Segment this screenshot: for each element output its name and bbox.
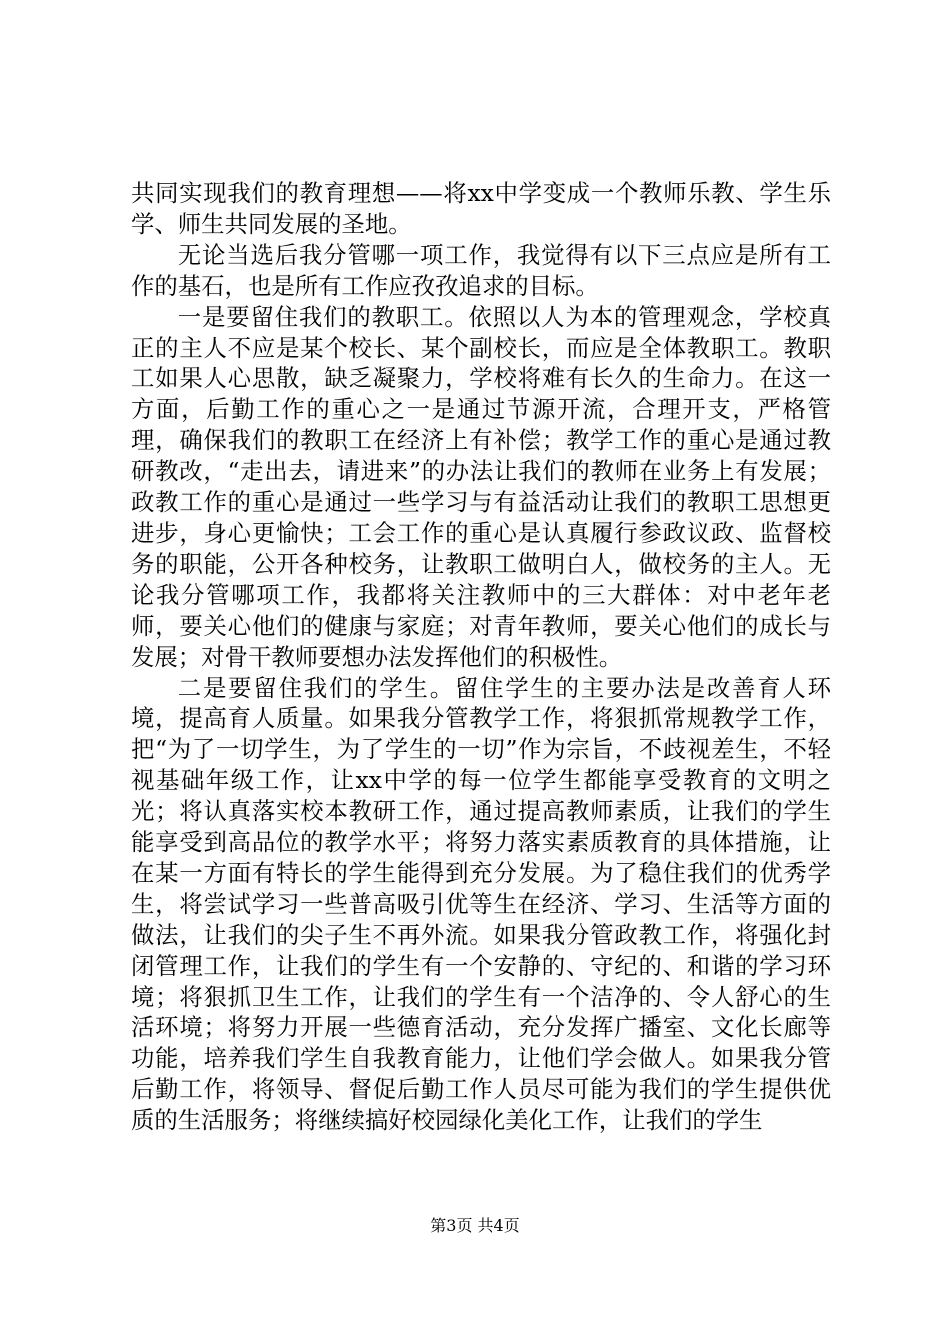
paragraph-intro: 无论当选后我分管哪一项工作，我觉得有以下三点应是所有工作的基石，也是所有工作应孜孜追求的目标。 — [131, 240, 831, 300]
body-text — [131, 178, 831, 1136]
paragraph-point-one: 一是要留住我们的教职工。依照以人为本的管理观念，学校真正的主人不应是某个校长、某个副校长，而应是全体教职工。教职工如果人心思散，缺乏凝聚力，学校将难有长久的生命力。在这一方面，后勤工作的重心之一是通过节源开流，合理开支，严格管理，确保我们的教职工在经济上有补偿；教学工作的重心是通过教研教改，“走出去，请进来”的办法让我们的教师在业务上有发展；政教工作的重心是通过一些学习与有益活动让我们的教职工思想更进步，身心更愉快；工会工作的重心是认真履行参政议政、监督校务的职能，公开各种校务，让教职工做明白人，做校务的主人。无论我分管哪项工作，我都将关注教师中的三大群体：对中老年老师，要关心他们的健康与家庭；对青年教师，要关心他们的成长与发展；对骨干教师要想办法发挥他们的积极性。 — [131, 302, 831, 671]
page-footer: 第3页 共4页 — [430, 1216, 520, 1235]
paragraph-point-two: 二是要留住我们的学生。留住学生的主要办法是改善育人环境，提高育人质量。如果我分管教学工作，将狠抓常规教学工作，把“为了一切学生，为了学生的一切”作为宗旨，不歧视差生，不轻视基础年级工作，让xx中学的每一位学生都能享受教育的文明之光；将认真落实校本教研工作，通过提高教师素质，让我们的学生能享受到高品位的教学水平；将努力落实素质教育的具体措施，让在某一方面有特长的学生能得到充分发展。为了稳住我们的优秀学生，将尝试学习一些普高吸引优等生在经济、学习、生活等方面的做法，让我们的尖子生不再外流。如果我分管政教工作，将强化封闭管理工作，让我们的学生有一个安静的、守纪的、和谐的学习环境；将狠抓卫生工作，让我们的学生有一个洁净的、令人舒心的生活环境；将努力开展一些德育活动，充分发挥广播室、文化长廊等功能，培养我们学生自我教育能力，让他们学会做人。如果我分管后勤工作，将领导、督促后勤工作人员尽可能为我们的学生提供优质的生活服务；将继续搞好校园绿化美化工作，让我们的学生 — [131, 673, 831, 1135]
paragraph-continuation: 共同实现我们的教育理想——将xx中学变成一个教师乐教、学生乐学、师生共同发展的圣地。 — [131, 179, 831, 238]
